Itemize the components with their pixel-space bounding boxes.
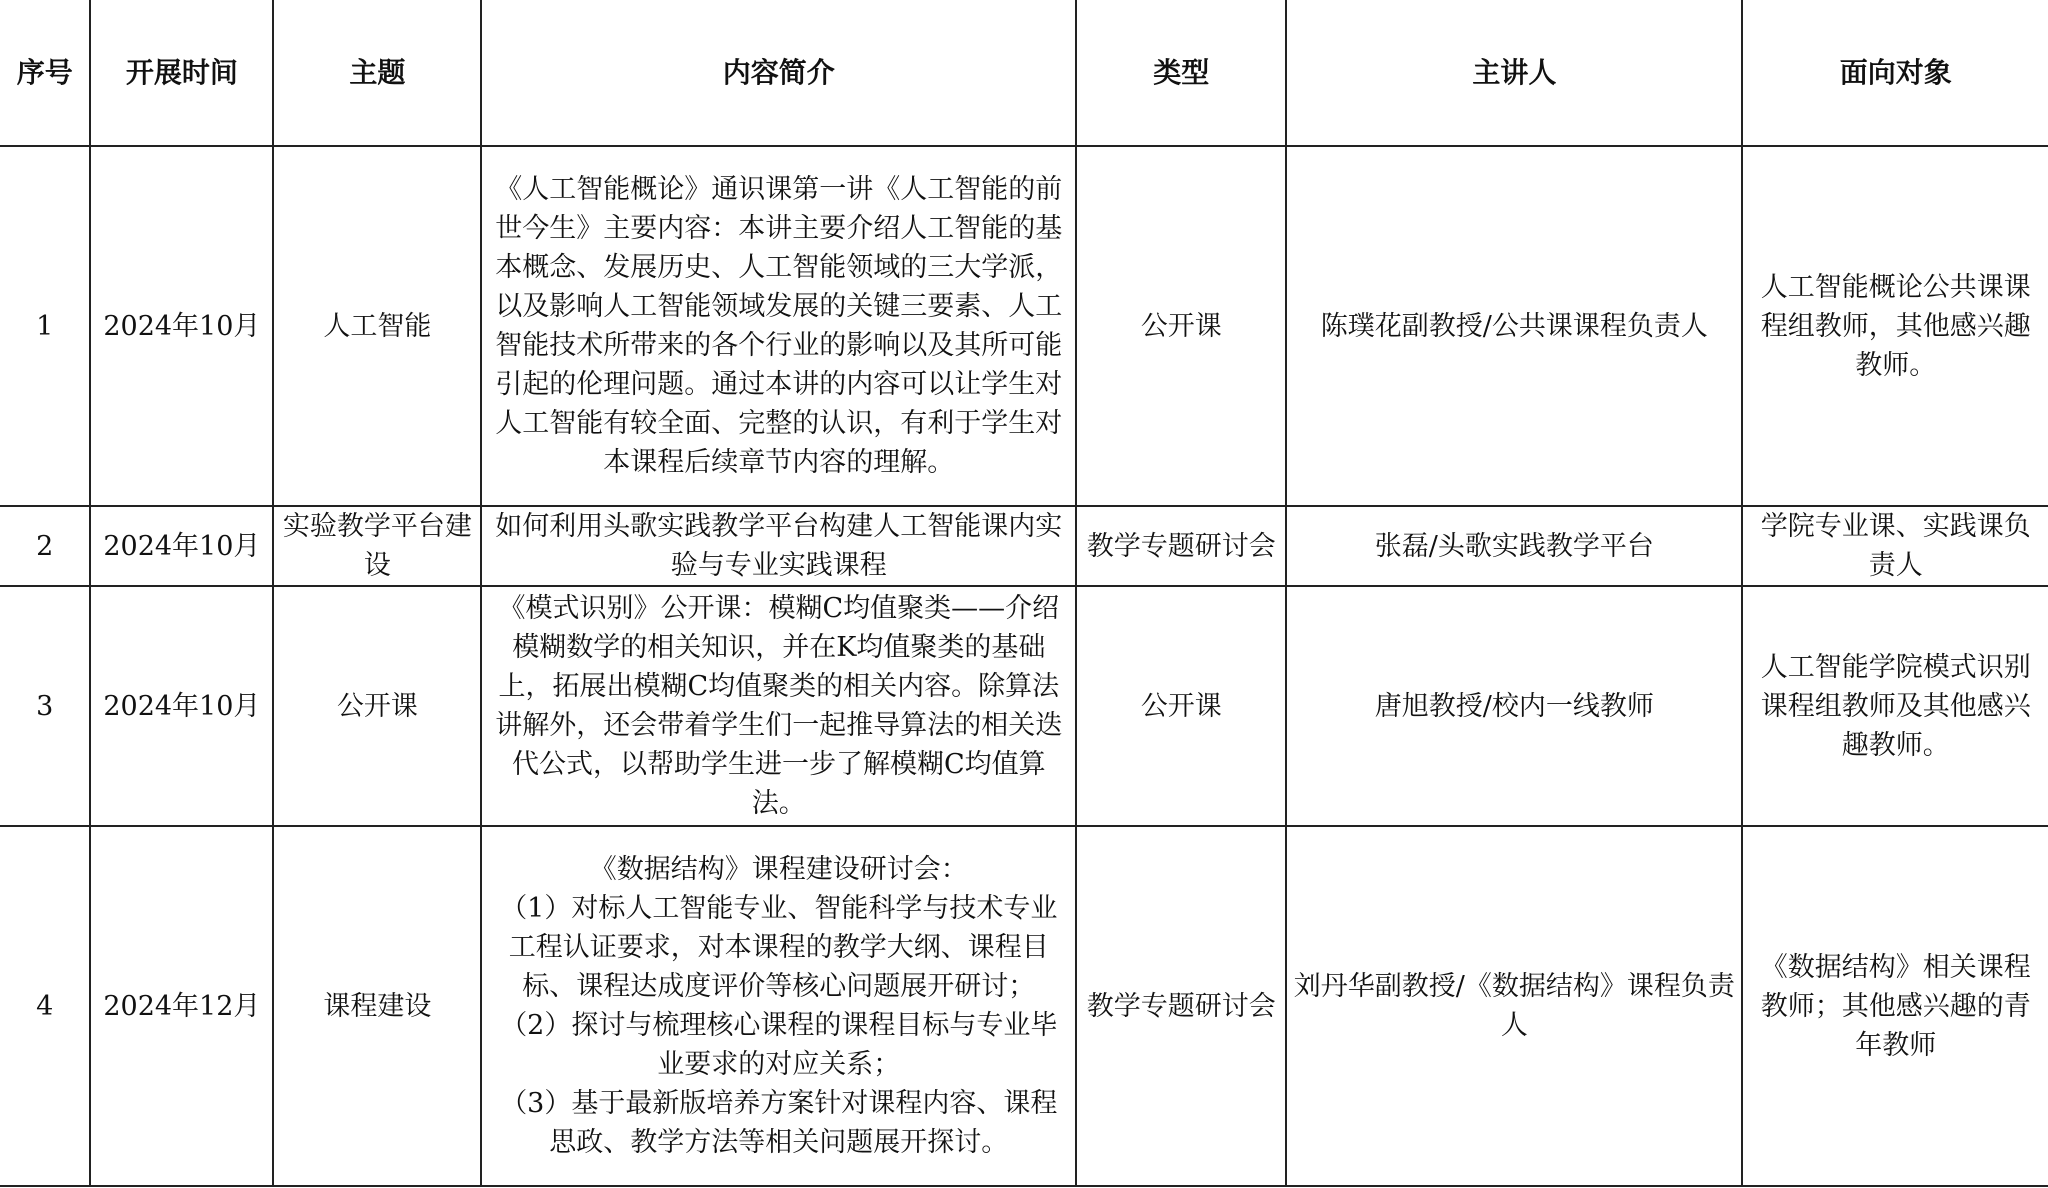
cell-type: 公开课 <box>1076 146 1286 506</box>
summary-line: （1）对标人工智能专业、智能科学与技术专业工程认证要求，对本课程的教学大纲、课程目标、课程达成度评价等核心问题展开研讨； <box>500 893 1058 1002</box>
cell-summary: 《人工智能概论》通识课第一讲《人工智能的前世今生》主要内容：本讲主要介绍人工智能的基本概念、发展历史、人工智能领域的三大学派，以及影响人工智能领域发展的关键三要素、人工智能技术所带来的各个行业的影响以及其所可能引起的伦理问题。通过本讲的内容可以让学生对人工智能有较全面、完整的认识，有利于学生对本课程后续章节内容的理解。 <box>481 146 1076 506</box>
cell-date: 2024年12月 <box>90 826 273 1186</box>
table-row <box>0 506 2048 586</box>
cell-date: 2024年10月 <box>90 146 273 506</box>
cell-audience: 学院专业课、实践课负责人 <box>1742 506 2048 586</box>
cell-theme: 人工智能 <box>273 146 481 506</box>
header-speaker: 主讲人 <box>1286 0 1742 146</box>
table-row <box>0 826 2048 1186</box>
summary-line: （2）探讨与梳理核心课程的课程目标与专业毕业要求的对应关系； <box>500 1010 1058 1080</box>
summary-line: （3）基于最新版培养方案针对课程内容、课程思政、教学方法等相关问题展开探讨。 <box>500 1088 1058 1158</box>
cell-speaker: 张磊/头歌实践教学平台 <box>1286 506 1742 586</box>
cell-summary <box>481 826 1076 1186</box>
cell-audience: 人工智能学院模式识别课程组教师及其他感兴趣教师。 <box>1742 586 2048 826</box>
cell-theme: 公开课 <box>273 586 481 826</box>
cell-summary: 《模式识别》公开课：模糊C均值聚类——介绍模糊数学的相关知识，并在K均值聚类的基础上，拓展出模糊C均值聚类的相关内容。除算法讲解外，还会带着学生们一起推导算法的相关迭代公式，以帮助学生进一步了解模糊C均值算法。 <box>481 586 1076 826</box>
cell-date: 2024年10月 <box>90 506 273 586</box>
cell-speaker: 陈璞花副教授/公共课课程负责人 <box>1286 146 1742 506</box>
header-row <box>0 0 2048 146</box>
cell-type: 公开课 <box>1076 586 1286 826</box>
header-date: 开展时间 <box>90 0 273 146</box>
header-audience: 面向对象 <box>1742 0 2048 146</box>
table-row <box>0 586 2048 826</box>
cell-index: 2 <box>0 506 90 586</box>
cell-audience: 人工智能概论公共课课程组教师，其他感兴趣教师。 <box>1742 146 2048 506</box>
header-index: 序号 <box>0 0 90 146</box>
cell-type: 教学专题研讨会 <box>1076 826 1286 1186</box>
cell-type: 教学专题研讨会 <box>1076 506 1286 586</box>
cell-index: 1 <box>0 146 90 506</box>
header-summary: 内容简介 <box>481 0 1076 146</box>
cell-audience: 《数据结构》相关课程教师；其他感兴趣的青年教师 <box>1742 826 2048 1186</box>
cell-summary: 如何利用头歌实践教学平台构建人工智能课内实验与专业实践课程 <box>481 506 1076 586</box>
header-type: 类型 <box>1076 0 1286 146</box>
cell-theme: 实验教学平台建设 <box>273 506 481 586</box>
table-row <box>0 146 2048 506</box>
cell-speaker: 唐旭教授/校内一线教师 <box>1286 586 1742 826</box>
cell-theme: 课程建设 <box>273 826 481 1186</box>
cell-speaker: 刘丹华副教授/《数据结构》课程负责人 <box>1286 826 1742 1186</box>
cell-date: 2024年10月 <box>90 586 273 826</box>
summary-line: 《数据结构》课程建设研讨会： <box>589 854 968 885</box>
cell-index: 3 <box>0 586 90 826</box>
cell-index: 4 <box>0 826 90 1186</box>
header-theme: 主题 <box>273 0 481 146</box>
